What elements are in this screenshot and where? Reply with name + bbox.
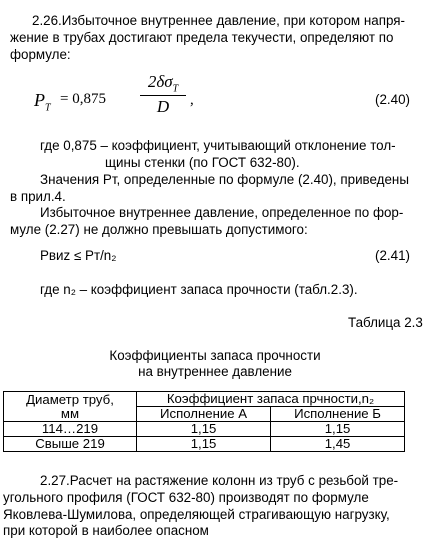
formula-lhs-sub: T (45, 102, 51, 114)
where1-line1: где 0,875 – коэффициент, учитывающий отклонение тол- (40, 138, 396, 153)
formula-2-41: Pвиz ≤ Pт/n₂ (40, 248, 117, 263)
header-version-b: Исполнение Б (271, 407, 405, 422)
safety-factor-table (3, 391, 405, 452)
para4-line3: Яковлева-Шумилова, определяющей страгивающую нагрузку, (3, 507, 390, 522)
where2: где n₂ – коэффициент запаса прочности (табл.2.3). (40, 282, 358, 297)
formula-lhs-symbol: P (34, 90, 45, 110)
para2-line1: Значения Рт, определенные по формуле (2.40), приведены (40, 172, 409, 187)
table-label: Таблица 2.3 (348, 315, 423, 330)
header-diameter (4, 392, 137, 422)
formula-2-41-number: (2.41) (375, 248, 410, 263)
formula-numerator-sub: T (172, 83, 179, 95)
formula-fraction (140, 72, 186, 117)
where1-line2: щины стенки (по ГОСТ 632-80). (105, 155, 300, 170)
table-title-line1: Коэффициенты запаса прочности (109, 348, 321, 363)
header-coefficient: Коэффициент запаса прчности,n₂ (137, 392, 405, 407)
formula-denominator: D (156, 97, 170, 117)
cell-diameter: Свыше 219 (4, 437, 137, 452)
formula-2-40 (34, 72, 234, 132)
para1-line1: 2.26.Избыточное внутреннее давление, при котором напря- (32, 13, 405, 28)
para3-line1: Избыточное внутреннее давление, определенное по фор- (40, 205, 404, 220)
para4-line1: 2.27.Расчет на растяжение колонн из труб с резьбой тре- (40, 473, 399, 488)
formula-lhs (34, 90, 51, 114)
cell-diameter: 114…219 (4, 422, 137, 437)
para1-line3: формуле: (10, 47, 71, 62)
header-diameter-line1: Диаметр труб, (26, 391, 114, 407)
formula-number: (2.40) (375, 92, 410, 107)
para2-line2: в прил.4. (10, 189, 66, 204)
formula-numerator-text: 2δσ (147, 72, 173, 91)
table-title-line2: на внутреннее давление (138, 364, 292, 379)
para4-line4: при которой в наиболее опасном (3, 523, 209, 538)
formula-coef: = 0,875 (60, 91, 106, 107)
cell-version-a: 1,15 (137, 422, 271, 437)
table-header-row (4, 392, 405, 407)
formula-numerator (140, 72, 186, 96)
para1-line2: жение в трубах достигают предела текучести, определяют по (10, 30, 394, 45)
formula-tail: , (190, 92, 194, 108)
para4-line2: угольного профиля (ГОСТ 632-80) производят по формуле (3, 490, 369, 505)
table-row (4, 437, 405, 452)
cell-version-b: 1,45 (271, 437, 405, 452)
cell-version-a: 1,15 (137, 437, 271, 452)
header-version-a: Исполнение А (137, 407, 271, 422)
cell-version-b: 1,15 (271, 422, 405, 437)
table-row (4, 422, 405, 437)
header-diameter-line2: мм (60, 405, 80, 421)
para3-line2: муле (2.27) не должно превышать допустимого: (10, 222, 308, 237)
